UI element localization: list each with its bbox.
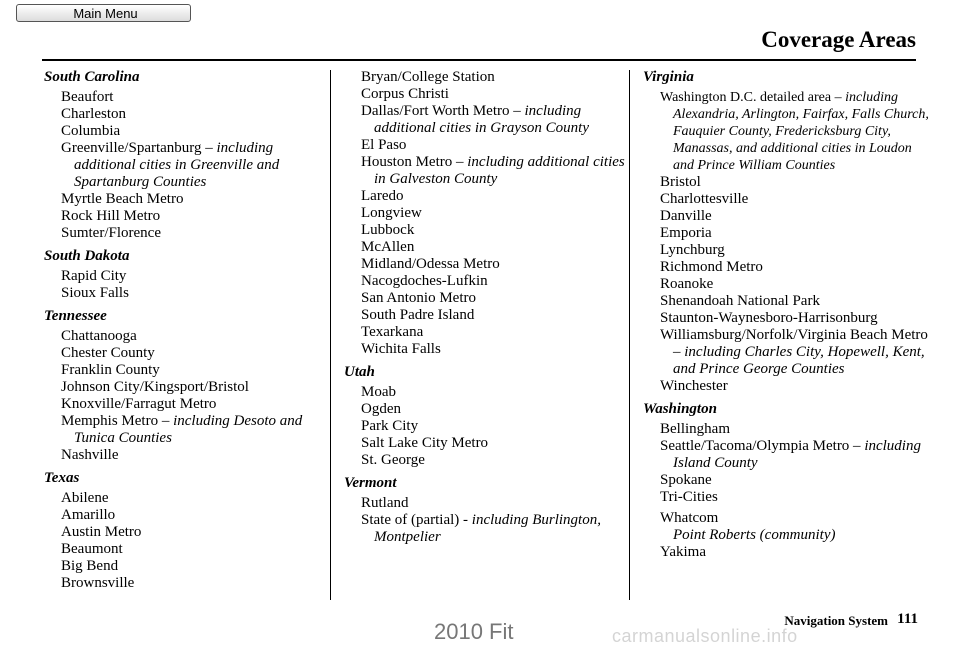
area-name: Knoxville/Farragut Metro	[61, 396, 217, 412]
state-heading: Texas	[44, 470, 80, 486]
coverage-list	[44, 490, 324, 592]
coverage-area-item	[643, 438, 933, 472]
coverage-area-item	[44, 191, 324, 208]
area-name: Sioux Falls	[61, 285, 129, 301]
coverage-area-item	[44, 225, 324, 242]
main-menu-button[interactable]: Main Menu	[16, 4, 191, 22]
area-name: Danville	[660, 208, 712, 224]
coverage-area-item	[344, 86, 626, 103]
area-name: Wichita Falls	[361, 341, 441, 357]
area-name: Beaumont	[61, 541, 123, 557]
state-heading: Washington	[643, 401, 717, 417]
coverage-area-item	[643, 89, 933, 174]
area-name: Memphis Metro –	[61, 413, 174, 429]
coverage-list	[44, 89, 324, 242]
area-name: Chattanooga	[61, 328, 137, 344]
area-name: Franklin County	[61, 362, 160, 378]
coverage-area-item	[44, 328, 324, 345]
area-name: Chester County	[61, 345, 155, 361]
area-note: including additional cities in Greenville and Spartanburg Counties	[74, 140, 280, 190]
site-watermark-logo: carmanualsonline.info	[612, 626, 798, 646]
area-note: including Desoto and Tunica Counties	[74, 413, 303, 446]
coverage-area-item	[344, 222, 626, 239]
coverage-area-item	[344, 256, 626, 273]
coverage-list	[344, 384, 626, 469]
state-heading: Tennessee	[44, 308, 107, 324]
area-name: Dallas/Fort Worth Metro –	[361, 103, 525, 119]
area-name: Rock Hill Metro	[61, 208, 161, 224]
footer-label: Navigation System	[784, 613, 888, 628]
area-name: Moab	[361, 384, 396, 400]
area-name: Austin Metro	[61, 524, 142, 540]
column-divider	[629, 70, 630, 600]
coverage-area-item	[344, 324, 626, 341]
page-number: 111	[897, 611, 918, 627]
coverage-list	[44, 268, 324, 302]
coverage-area-item	[344, 239, 626, 256]
coverage-area-item	[643, 293, 933, 310]
coverage-area-item	[344, 69, 626, 86]
coverage-area-item	[44, 558, 324, 575]
area-name: Abilene	[61, 490, 109, 506]
title-divider	[42, 59, 916, 61]
area-name: Beaufort	[61, 89, 114, 105]
area-name: Williamsburg/Norfolk/Virginia Beach Metro –	[660, 327, 928, 360]
coverage-area-item	[344, 452, 626, 469]
area-note: including Island County	[673, 438, 921, 471]
coverage-area-item	[643, 421, 933, 438]
coverage-area-item	[44, 575, 324, 592]
area-name: McAllen	[361, 239, 415, 255]
area-name: Nashville	[61, 447, 119, 463]
area-name: Roanoke	[660, 276, 714, 292]
coverage-list	[344, 69, 626, 358]
coverage-area-item	[344, 103, 626, 137]
coverage-area-item	[44, 89, 324, 106]
coverage-list	[44, 328, 324, 464]
area-name: Rutland	[361, 495, 409, 511]
coverage-area-item	[643, 242, 933, 259]
area-name: Lubbock	[361, 222, 415, 238]
area-name: Charleston	[61, 106, 126, 122]
coverage-area-item	[344, 154, 626, 188]
coverage-area-item	[44, 447, 324, 464]
coverage-area-item	[344, 307, 626, 324]
coverage-area-item	[44, 123, 324, 140]
area-name: Houston Metro –	[361, 154, 468, 170]
coverage-area-item	[344, 401, 626, 418]
area-name: Washington D.C. detailed area –	[660, 90, 846, 105]
area-name: Yakima	[660, 544, 706, 560]
area-name: Amarillo	[61, 507, 116, 523]
area-name: Shenandoah National Park	[660, 293, 820, 309]
area-name: Texarkana	[361, 324, 424, 340]
coverage-area-item	[643, 378, 933, 395]
area-name: Ogden	[361, 401, 401, 417]
coverage-area-item	[643, 225, 933, 242]
area-name: Longview	[361, 205, 422, 221]
state-heading: Virginia	[643, 69, 694, 85]
area-name: Laredo	[361, 188, 404, 204]
coverage-area-item	[643, 310, 933, 327]
area-name: Seattle/Tacoma/Olympia Metro –	[660, 438, 865, 454]
coverage-area-item	[44, 379, 324, 396]
area-name: State of (partial) -	[361, 512, 472, 528]
coverage-area-item	[44, 396, 324, 413]
coverage-area-item	[44, 140, 324, 191]
coverage-area-item	[643, 327, 933, 378]
area-name: El Paso	[361, 137, 407, 153]
coverage-list	[344, 495, 626, 546]
coverage-area-item	[44, 345, 324, 362]
coverage-area-item	[643, 276, 933, 293]
coverage-area-item	[344, 435, 626, 452]
area-note: including Alexandria, Arlington, Fairfax, Falls Church, Fauquier County, Fredericksburg City, Manassas, and additional cities in Loudon and Prince William Counties	[673, 90, 929, 173]
coverage-area-item	[643, 259, 933, 276]
coverage-area-item	[344, 512, 626, 546]
area-name: Midland/Odessa Metro	[361, 256, 500, 272]
area-note: including additional cities in Grayson County	[374, 103, 589, 136]
coverage-area-item	[344, 384, 626, 401]
coverage-area-item	[44, 362, 324, 379]
column-divider	[330, 70, 331, 600]
coverage-list	[643, 89, 933, 395]
coverage-area-item	[643, 510, 933, 544]
coverage-area-item	[44, 490, 324, 507]
area-name: South Padre Island	[361, 307, 475, 323]
coverage-area-item	[44, 507, 324, 524]
coverage-area-item	[344, 273, 626, 290]
coverage-area-item	[44, 268, 324, 285]
coverage-area-item	[344, 137, 626, 154]
state-heading: South Carolina	[44, 69, 140, 85]
coverage-area-item	[643, 472, 933, 489]
coverage-column-3	[643, 69, 933, 567]
area-name: Johnson City/Kingsport/Bristol	[61, 379, 249, 395]
area-name: Spokane	[660, 472, 712, 488]
area-name: Charlottesville	[660, 191, 749, 207]
area-name: Big Bend	[61, 558, 119, 574]
area-note: Point Roberts (community)	[673, 527, 836, 543]
area-name: Sumter/Florence	[61, 225, 161, 241]
coverage-area-item	[44, 413, 324, 447]
coverage-area-item	[44, 524, 324, 541]
area-name: Bryan/College Station	[361, 69, 495, 85]
coverage-area-item	[643, 208, 933, 225]
state-heading: Utah	[344, 364, 375, 380]
area-name: Richmond Metro	[660, 259, 763, 275]
coverage-area-item	[44, 285, 324, 302]
area-note: including Burlington, Montpelier	[374, 512, 601, 545]
area-name: Bristol	[660, 174, 701, 190]
area-note: including Charles City, Hopewell, Kent, and Prince George Counties	[673, 344, 925, 377]
coverage-list	[643, 421, 933, 561]
area-name: Brownsville	[61, 575, 135, 591]
area-name: Lynchburg	[660, 242, 725, 258]
area-name: Winchester	[660, 378, 728, 394]
area-name: San Antonio Metro	[361, 290, 476, 306]
area-name: Nacogdoches-Lufkin	[361, 273, 488, 289]
state-heading: South Dakota	[44, 248, 130, 264]
area-name: Whatcom	[660, 510, 719, 526]
area-name: Emporia	[660, 225, 712, 241]
area-name: Columbia	[61, 123, 121, 139]
coverage-area-item	[643, 489, 933, 506]
area-name: Tri-Cities	[660, 489, 718, 505]
model-watermark: 2010 Fit	[434, 619, 514, 644]
coverage-area-item	[44, 208, 324, 225]
area-name: Myrtle Beach Metro	[61, 191, 184, 207]
page-title: Coverage Areas	[761, 27, 916, 52]
coverage-area-item	[643, 544, 933, 561]
coverage-area-item	[344, 341, 626, 358]
coverage-area-item	[643, 191, 933, 208]
coverage-area-item	[643, 174, 933, 191]
area-name: St. George	[361, 452, 425, 468]
area-name: Staunton-Waynesboro-Harrisonburg	[660, 310, 878, 326]
coverage-area-item	[344, 188, 626, 205]
area-name: Greenville/Spartanburg –	[61, 140, 217, 156]
coverage-area-item	[344, 418, 626, 435]
coverage-area-item	[344, 495, 626, 512]
coverage-area-item	[44, 106, 324, 123]
coverage-area-item	[344, 290, 626, 307]
area-name: Park City	[361, 418, 419, 434]
coverage-area-item	[344, 205, 626, 222]
area-name: Salt Lake City Metro	[361, 435, 489, 451]
area-name: Corpus Christi	[361, 86, 449, 102]
area-note: including additional cities in Galveston County	[374, 154, 625, 187]
area-name: Rapid City	[61, 268, 127, 284]
coverage-column-1	[44, 69, 324, 598]
area-name: Bellingham	[660, 421, 730, 437]
coverage-area-item	[44, 541, 324, 558]
state-heading: Vermont	[344, 475, 397, 491]
coverage-column-2	[344, 69, 626, 552]
